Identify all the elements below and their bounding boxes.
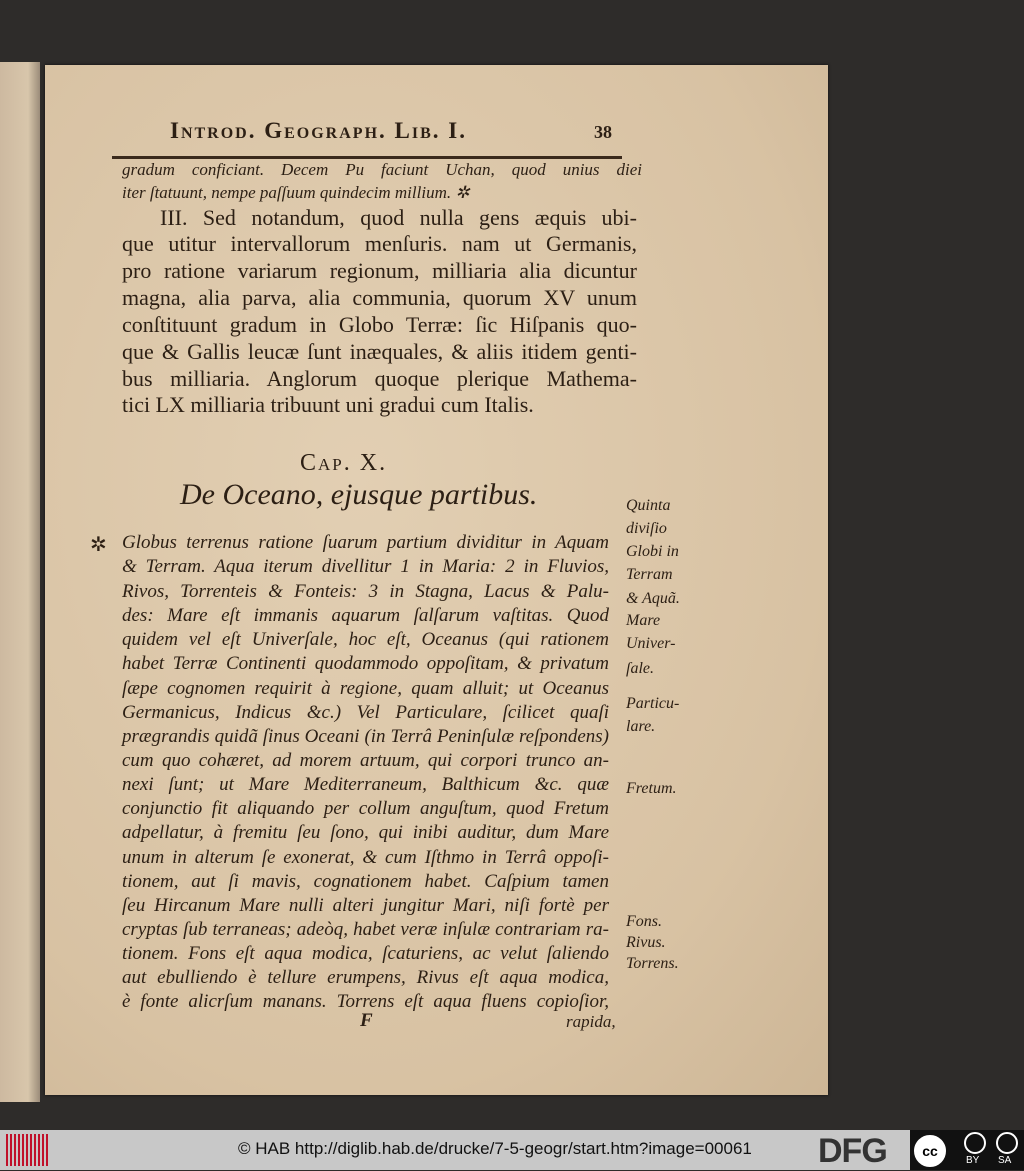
- asterism-icon: ✲: [90, 534, 107, 556]
- running-title: Introd. Geograph. Lib. I.: [170, 118, 467, 143]
- text-line: pro ratione variarum regionum, milliaria alia dicuntur: [122, 258, 637, 283]
- chapter-title: De Oceano, ejusque partibus.: [180, 478, 538, 511]
- text-line: conſtituunt gradum in Globo Terræ: ſic Hiſpanis quo-: [122, 312, 637, 337]
- text-line: que utitur intervallorum menſuris. nam ut Germanis,: [122, 231, 637, 256]
- dfg-logo: DFG: [818, 1132, 887, 1170]
- margin-note: Globi in: [626, 543, 679, 560]
- license-text[interactable]: © HAB http://diglib.hab.de/drucke/7-5-geogr/start.htm?image=00061: [238, 1139, 752, 1158]
- text-line: III. Sed notandum, quod nulla gens æquis ubi-: [160, 205, 637, 230]
- text-line: & Terram. Aqua iterum divellitur 1 in Maria: 2 in Fluvios,: [122, 556, 609, 577]
- margin-note: Terram: [626, 566, 673, 583]
- page-number: 38: [594, 122, 612, 142]
- signature-mark: F: [360, 1010, 373, 1031]
- text-line: aut ebulliendo è tellure erumpens, Rivus eſt aqua modica,: [122, 967, 609, 988]
- text-line: tionem, aut ſi mavis, cognationem habet. Caſpium tamen: [122, 871, 609, 892]
- text-line: quidem vel eſt Univerſale, hoc eſt, Oceanus (qui rationem: [122, 629, 609, 650]
- by-icon: [964, 1132, 986, 1154]
- margin-note: Univer-: [626, 635, 676, 652]
- text-line: adpellatur, à fremitu ſeu ſono, qui inibi auditur, dum Mare: [122, 822, 609, 843]
- text-line: tici LX milliaria tribuunt uni gradui cum Italis.: [122, 392, 534, 417]
- cc-license-badge[interactable]: [910, 1130, 1024, 1170]
- text-line: prægrandis quidã ſinus Oceani (in Terrâ Peninſulæ reſpondens): [122, 726, 609, 747]
- text-line: magna, alia parva, alia communia, quorum XV unum: [122, 285, 637, 310]
- note-line: gradum conficiant. Decem Pu faciunt Uchan, quod unius diei: [122, 160, 642, 179]
- chapter-label: Cap. X.: [300, 450, 388, 476]
- margin-note: Fons.: [626, 913, 662, 930]
- text-line: tionem. Fons eſt aqua modica, ſcaturiens, ac velut ſaliendo: [122, 943, 609, 964]
- text-line: Germanicus, Indicus &c.) Vel Particulare, ſcilicet quaſi: [122, 702, 609, 723]
- text-line: cryptas ſub terraneas; adeòq, habet veræ inſulæ contrariam ra-: [122, 919, 609, 940]
- text-line: è fonte alicrſum manans. Torrens eſt aqua fluens copioſior,: [122, 991, 609, 1012]
- margin-note: ſale.: [626, 660, 654, 677]
- previous-page-edge: [0, 62, 40, 1102]
- text-line: nexi ſunt; ut Mare Mediterraneum, Balthicum &c. quæ: [122, 774, 609, 795]
- footer-bar: [0, 1130, 1024, 1170]
- margin-note: lare.: [626, 718, 656, 735]
- text-line: conjunctio fit aliquando per collum anguſtum, quod Fretum: [122, 798, 609, 819]
- text-line: bus milliaria. Anglorum quoque plerique Mathema-: [122, 366, 637, 391]
- margin-note: Quinta: [626, 497, 671, 514]
- text-line: ſæpe cognomen requirit à regione, quam alluit; ut Oceanus: [122, 678, 609, 699]
- text-line: que & Gallis leucæ ſunt inæquales, & aliis itidem genti-: [122, 339, 637, 364]
- text-line: Rivos, Torrenteis & Fonteis: 3 in Stagna, Lacus & Palu-: [122, 581, 609, 602]
- margin-note: Mare: [626, 612, 661, 629]
- text-line: habet Terræ Continenti quodammodo oppoſitam, & privatum: [122, 653, 609, 674]
- margin-note: Rivus.: [626, 934, 666, 951]
- by-label: BY: [966, 1155, 980, 1166]
- hab-logo-icon: [6, 1134, 48, 1166]
- text-line: des: Mare eſt immanis aquarum ſalſarum vaſtitas. Quod: [122, 605, 609, 626]
- margin-note: Fretum.: [626, 780, 677, 797]
- margin-note: & Aquã.: [626, 590, 680, 607]
- catchword: rapida,: [566, 1012, 616, 1031]
- margin-note: Torrens.: [626, 955, 679, 972]
- text-line: unum in alterum ſe exonerat, & cum Iſthmo in Terrâ oppoſi-: [122, 847, 609, 868]
- cc-icon: cc: [914, 1135, 946, 1167]
- margin-note: diviſio: [626, 520, 667, 537]
- header-rule: [112, 156, 622, 159]
- text-line: cum quo cohæret, ad morem artuum, qui corpori trunco an-: [122, 750, 609, 771]
- margin-note: Particu-: [626, 695, 680, 712]
- text-line: Globus terrenus ratione ſuarum partium dividitur in Aquam: [122, 532, 609, 553]
- sa-icon: [996, 1132, 1018, 1154]
- text-line: ſeu Hircanum Mare nulli alteri jungitur Mari, niſi fortè per: [122, 895, 609, 916]
- note-line: iter ſtatuunt, nempe paſſuum quindecim millium. ✲: [122, 183, 470, 202]
- sa-label: SA: [998, 1155, 1012, 1166]
